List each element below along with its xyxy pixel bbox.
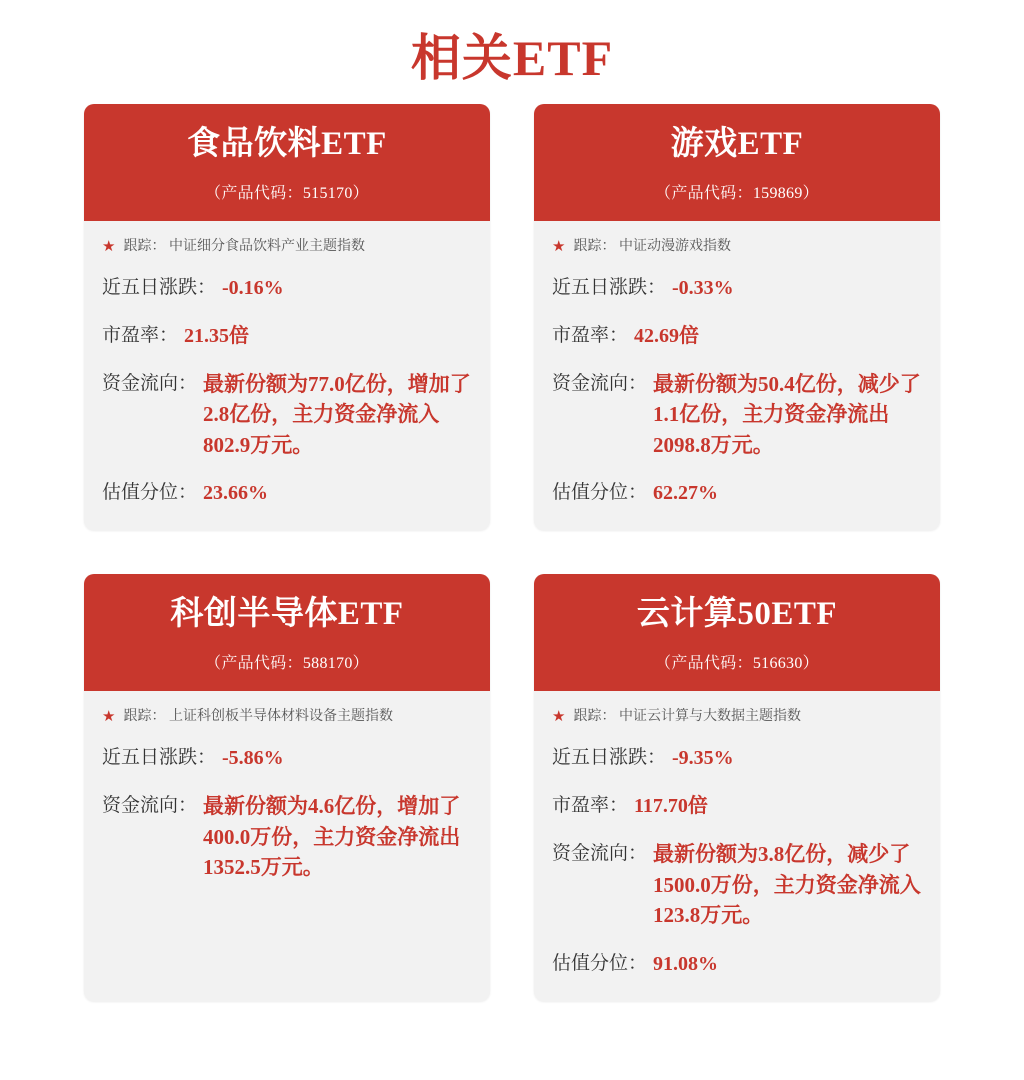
metric-fund-flow: [552, 369, 922, 460]
metric-fund-flow: [102, 369, 472, 460]
etf-card-header: [84, 104, 490, 221]
metric-fund-flow: [102, 791, 472, 882]
metric-value: -0.33%: [672, 276, 734, 299]
metric-value: 42.69倍: [634, 324, 700, 347]
etf-code-prefix: （产品代码：: [205, 655, 303, 673]
etf-code-value: 516630: [752, 655, 803, 673]
etf-card[interactable]: [84, 104, 490, 530]
etf-track-label: 跟踪：: [123, 238, 166, 254]
etf-code-prefix: （产品代码：: [205, 184, 303, 202]
etf-track-value: 中证动漫游戏指数: [618, 238, 731, 254]
metric-label: 资金流向：: [552, 372, 648, 394]
metric-value: 最新份额为77.0亿份，增加了2.8亿份，主力资金净流入802.9万元。: [203, 371, 471, 457]
etf-track-value: 上证科创板半导体材料设备主题指数: [168, 709, 393, 725]
etf-card-header: [534, 574, 940, 691]
metric-value: 21.35倍: [184, 324, 250, 347]
metric-five-day-change: [552, 743, 922, 773]
metric-value: 91.08%: [653, 952, 719, 975]
etf-track-text: [123, 707, 393, 727]
etf-track-row: [102, 237, 472, 257]
etf-track-text: [573, 707, 801, 727]
metric-value: 最新份额为3.8亿份，减少了1500.0万份，主力资金净流入123.8万元。: [653, 842, 921, 928]
metric-pe: [552, 321, 922, 351]
etf-code-suffix: ）: [802, 184, 819, 202]
etf-card-header: [534, 104, 940, 221]
etf-code-value: 515170: [302, 184, 353, 202]
etf-code: [98, 180, 476, 203]
etf-track-value: 中证细分食品饮料产业主题指数: [168, 238, 365, 254]
metric-value: 23.66%: [203, 482, 269, 505]
metric-label: 近五日涨跌：: [552, 276, 667, 298]
metric-value: 最新份额为50.4亿份，减少了1.1亿份，主力资金净流出2098.8万元。: [653, 371, 921, 457]
metric-label: 估值分位：: [552, 482, 648, 504]
metric-value: -0.16%: [222, 276, 284, 299]
metric-value: 最新份额为4.6亿份，增加了400.0万份，主力资金净流出1352.5万元。: [203, 794, 461, 880]
metric-valuation-percentile: [552, 949, 922, 979]
etf-track-row: [552, 707, 922, 727]
etf-code: [548, 180, 926, 203]
metric-value: -5.86%: [222, 747, 284, 770]
metric-pe: [552, 791, 922, 821]
metric-label: 估值分位：: [102, 482, 198, 504]
metric-value: -9.35%: [672, 747, 734, 770]
etf-card-grid: [0, 104, 1024, 1001]
etf-track-label: 跟踪：: [573, 709, 616, 725]
metric-label: 估值分位：: [552, 952, 648, 974]
etf-code-prefix: （产品代码：: [655, 184, 753, 202]
etf-code: [548, 650, 926, 673]
metric-label: 市盈率：: [552, 324, 629, 346]
metric-fund-flow: [552, 839, 922, 930]
etf-track-text: [123, 237, 365, 257]
etf-name: 食品饮料ETF: [187, 126, 387, 162]
etf-card-body: [84, 691, 490, 1000]
etf-code-suffix: ）: [352, 184, 369, 202]
metric-label: 资金流向：: [102, 795, 198, 817]
metric-label: 市盈率：: [552, 795, 629, 817]
etf-card-body: [534, 221, 940, 530]
metric-valuation-percentile: [552, 478, 922, 508]
etf-code-suffix: ）: [352, 655, 369, 673]
star-icon: ★: [552, 238, 566, 255]
metric-value: 117.70倍: [634, 795, 708, 818]
metric-label: 资金流向：: [552, 843, 648, 865]
etf-code-prefix: （产品代码：: [655, 655, 753, 673]
page-title: 相关ETF: [410, 30, 614, 86]
etf-track-text: [573, 237, 731, 257]
etf-card[interactable]: [84, 574, 490, 1000]
metric-label: 近五日涨跌：: [102, 276, 217, 298]
etf-track-row: [552, 237, 922, 257]
etf-card[interactable]: [534, 104, 940, 530]
metric-value: 62.27%: [653, 482, 719, 505]
etf-card-body: [84, 221, 490, 530]
star-icon: ★: [102, 238, 116, 255]
etf-track-value: 中证云计算与大数据主题指数: [618, 709, 801, 725]
etf-track-row: [102, 707, 472, 727]
metric-five-day-change: [552, 273, 922, 303]
etf-card[interactable]: [534, 574, 940, 1000]
etf-code-suffix: ）: [802, 655, 819, 673]
etf-code-value: 159869: [752, 184, 803, 202]
star-icon: ★: [552, 709, 566, 726]
metric-label: 近五日涨跌：: [102, 747, 217, 769]
metric-label: 近五日涨跌：: [552, 747, 667, 769]
metric-valuation-percentile: [102, 478, 472, 508]
etf-name: 科创半导体ETF: [170, 596, 404, 633]
etf-card-body: [534, 691, 940, 1000]
metric-five-day-change: [102, 743, 472, 773]
star-icon: ★: [102, 709, 116, 726]
etf-track-label: 跟踪：: [123, 709, 166, 725]
etf-code: [98, 650, 476, 673]
etf-track-label: 跟踪：: [573, 238, 616, 254]
etf-name: 云计算50ETF: [636, 596, 838, 633]
etf-name: 游戏ETF: [670, 126, 804, 162]
etf-code-value: 588170: [302, 655, 353, 673]
metric-pe: [102, 321, 472, 351]
etf-card-header: [84, 574, 490, 691]
metric-five-day-change: [102, 273, 472, 303]
metric-label: 市盈率：: [102, 324, 179, 346]
metric-label: 资金流向：: [102, 372, 198, 394]
